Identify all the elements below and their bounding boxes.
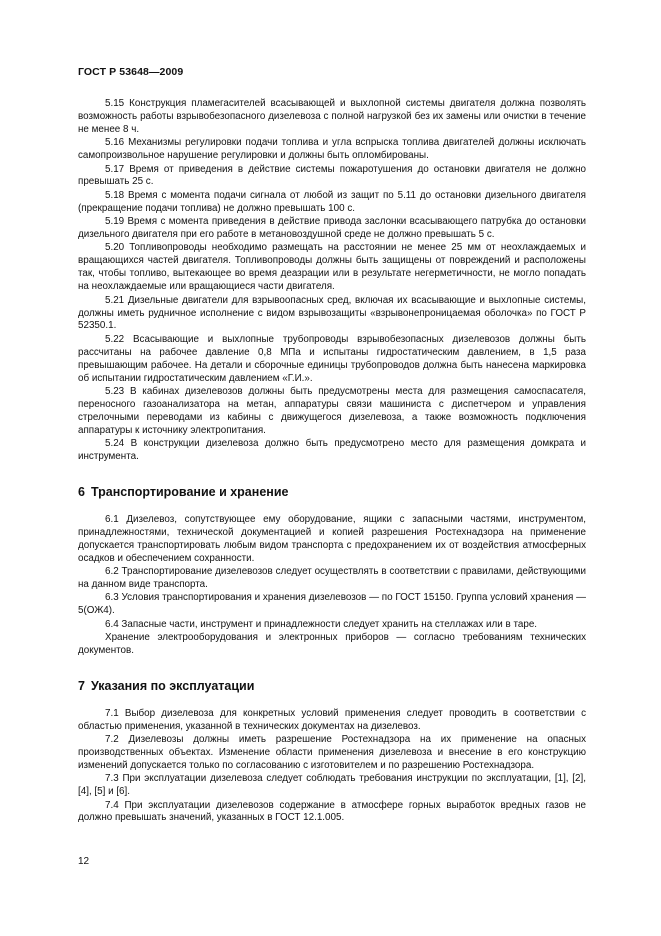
paragraph-5-19: 5.19 Время с момента приведения в действие привода заслонки всасывающего патрубка до остановки дизельного двигателя при его работе в метановоздушной среде не должно превышать 5 с. <box>78 216 586 241</box>
paragraph-7-1: 7.1 Выбор дизелевоза для конкретных условий применения следует проводить в соответствии с областью применения, указанной в технических документах на дизелевоз. <box>78 707 586 732</box>
paragraph-5-20: 5.20 Топливопроводы необходимо размещать на расстоянии не менее 25 мм от неохлаждаемых и вращающихся частей двигателя. Топливопроводы должны быть защищены от повреждений и расположены так, чтобы топливо, вытекающее во время деазрации или в результате негерметичности, не могло попадать на неохлаждаемые или вращающиеся части двигателя. <box>78 242 586 293</box>
document-header: ГОСТ Р 53648—2009 <box>78 66 184 78</box>
paragraph-5-15: 5.15 Конструкция пламегасителей всасывающей и выхлопной системы двигателя должна позволять возможность работы взрывобезопасного дизелевоза с полной нагрузкой без их замены или очистки в течение не менее 8 ч. <box>78 98 586 135</box>
section-6-heading <box>78 486 586 499</box>
paragraph-7-4: 7.4 При эксплуатации дизелевозов содержание в атмосфере горных выработок вредных газов не должно превышать значений, указанных в ГОСТ 12.1.005. <box>78 799 586 824</box>
paragraph-5-23: 5.23 В кабинах дизелевозов должны быть предусмотрены места для размещения самоспасателя, переносного газоанализатора на метан, аппаратуры связи машиниста с диспетчером и управления стрелочными переводами из кабины с движущегося дизелевоза, а также возможность подключения аппаратуры к источнику электропитания. <box>78 385 586 436</box>
paragraph-5-18: 5.18 Время с момента подачи сигнала от любой из защит по 5.11 до остановки дизельного двигателя (прекращение подачи топлива) не должно превышать 100 с. <box>78 189 586 214</box>
paragraph-6-3: 6.3 Условия транспортирования и хранения дизелевозов — по ГОСТ 15150. Группа условий хранения — 5(ОЖ4). <box>78 592 586 617</box>
document-body <box>78 98 586 826</box>
paragraph-5-22: 5.22 Всасывающие и выхлопные трубопроводы взрывобезопасных дизелевозов должны быть рассчитаны на рабочее давление 0,8 МПа и испытаны гидростатическим давлением, в 1,5 раза превышающим рабочее. На детали и сборочные единицы трубопроводов должна быть нанесена маркировка об испытании гидростатическим давлением «Г.И.». <box>78 333 586 384</box>
paragraph-6-storage: Хранение электрооборудования и электронных приборов — согласно требованиям технических документов. <box>78 631 586 656</box>
page-number: 12 <box>78 856 90 867</box>
paragraph-5-17: 5.17 Время от приведения в действие системы пожаротушения до остановки двигателя не должно превышать 25 с. <box>78 163 586 188</box>
section-7-title: Указания по эксплуатации <box>90 678 255 693</box>
paragraph-6-1: 6.1 Дизелевоз, сопутствующее ему оборудование, ящики с запасными частями, инструментом, принадлежностями, технической документацией и копией разрешения Ростехнадзора на применение допускается транспортировать любым видом транспорта с предохранением их от воздействия атмосферных осадков и обеспечением сохранности. <box>78 513 586 564</box>
paragraph-7-2: 7.2 Дизелевозы должны иметь разрешение Ростехнадзора на их применение на опасных производственных объектах. Изменение области применения дизелевоза и внесение в его конструкцию изменений допускается только по согласованию с изготовителем и по разрешению Ростехнадзора. <box>78 733 586 771</box>
section-6-title: Транспортирование и хранение <box>90 484 289 499</box>
section-7-number: 7 <box>78 678 85 693</box>
section-6-number: 6 <box>78 484 85 499</box>
paragraph-6-4: 6.4 Запасные части, инструмент и принадлежности следует хранить на стеллажах или в таре. <box>105 618 538 630</box>
paragraph-6-2: 6.2 Транспортирование дизелевозов следует осуществлять в соответствии с правилами, действующими на данном виде транспорта. <box>78 565 586 590</box>
paragraph-5-21: 5.21 Дизельные двигатели для взрывоопасных сред, включая их всасывающие и выхлопные системы, должны иметь рудничное исполнение с видом взрывозащиты «взрывонепроницаемая оболочка» по ГОСТ Р 52350.1. <box>78 294 586 332</box>
paragraph-5-24: 5.24 В конструкции дизелевоза должно быть предусмотрено место для размещения домкрата и инструмента. <box>78 438 586 462</box>
paragraph-7-3: 7.3 При эксплуатации дизелевоза следует соблюдать требования инструкции по эксплуатации, [1], [2], [4], [5] и [6]. <box>78 773 586 798</box>
section-7-heading <box>78 680 586 693</box>
paragraph-5-16: 5.16 Механизмы регулировки подачи топлива и угла вспрыска топлива двигателей должны исключать самопроизвольное нарушение регулировки и должны быть опломбированы. <box>78 137 586 162</box>
